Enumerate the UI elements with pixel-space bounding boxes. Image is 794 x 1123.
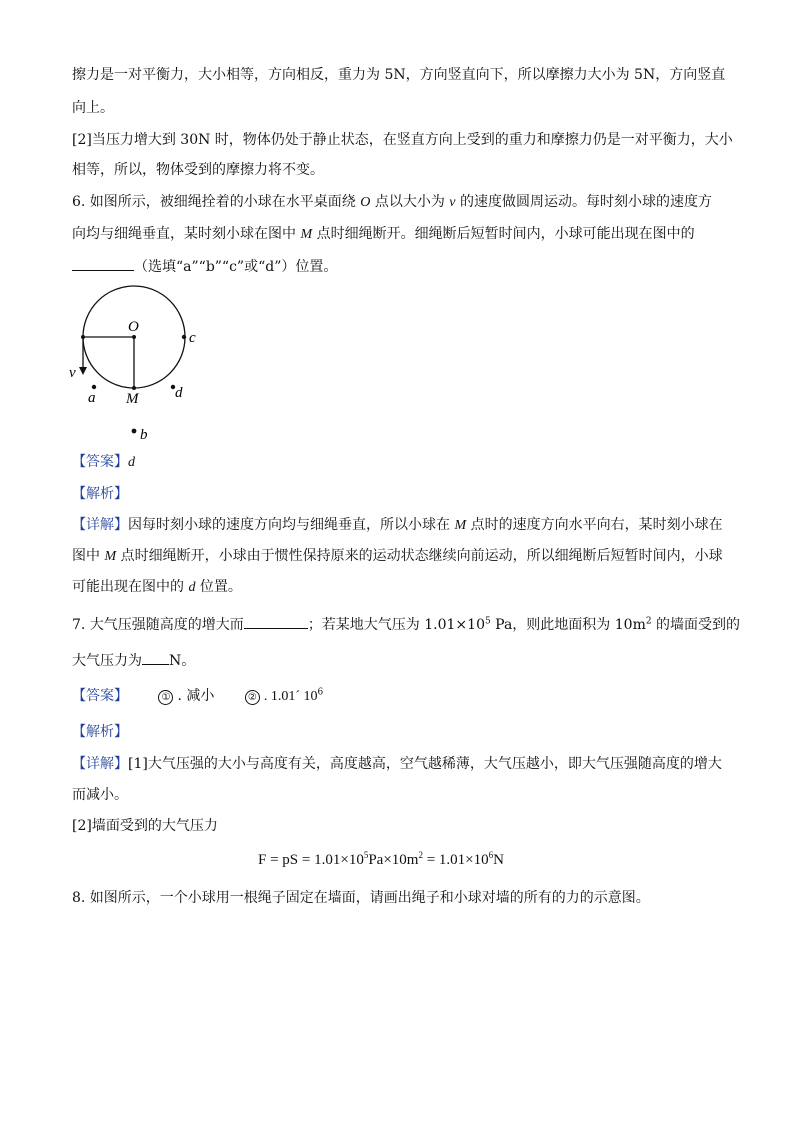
q6-detail-line-3: 可能出现在图中的 d 位置。 bbox=[72, 579, 242, 595]
label-a: a bbox=[88, 390, 96, 406]
label-O: O bbox=[128, 319, 139, 335]
q6-detail-line-1: 【详解】因每时刻小球的速度方向均与细绳垂直，所以小球在 M 点时的速度方向水平向右，某时刻小球在 bbox=[72, 517, 723, 533]
q7-line-2: 大气压力为 N。 bbox=[72, 650, 724, 671]
point-a bbox=[92, 385, 96, 389]
q7-detail-line-3: [2]墙面受到的大气压力 bbox=[72, 818, 218, 834]
text-line: [2]当压力增大到 30N 时，物体仍处于静止状态，在竖直方向上受到的重力和摩擦力仍是一对平衡力，大小 bbox=[72, 132, 733, 148]
q6-detail-line-2: 图中 M 点时细绳断开，小球由于惯性保持原来的运动状态继续向前运动，所以细绳断后短暂时间内，小球 bbox=[72, 548, 723, 564]
answer-blank bbox=[244, 614, 308, 629]
answer-blank bbox=[142, 650, 169, 665]
q7-detail-line-2: 而减小。 bbox=[72, 787, 128, 803]
point-c bbox=[182, 335, 186, 339]
circular-motion-figure bbox=[62, 285, 212, 445]
q7-detail-line-1: 【详解】[1]大气压强的大小与高度有关，高度越高，空气越稀薄，大气压越小，即大气压强随高度的增大 bbox=[72, 756, 722, 772]
q6-line-3: （选填“a”“b”“c”或“d”）位置。 bbox=[72, 256, 724, 277]
label-d: d bbox=[175, 385, 183, 401]
q6-answer: 【答案】d bbox=[72, 454, 135, 470]
text-line: 向上。 bbox=[72, 100, 114, 116]
label-v: v bbox=[69, 365, 76, 381]
label-c: c bbox=[189, 330, 196, 346]
q6-line-1: 6. 如图所示，被细绳拴着的小球在水平桌面绕 O 点以大小为 v 的速度做圆周运动。每时刻小球的速度方 bbox=[72, 194, 712, 210]
velocity-arrowhead bbox=[79, 367, 87, 375]
q8-line-1: 8. 如图所示，一个小球用一根绳子固定在墙面，请画出绳子和小球对墙的所有的力的示意图。 bbox=[72, 890, 650, 906]
q6-analysis-tag: 【解析】 bbox=[72, 486, 128, 502]
text-line: 相等，所以，物体受到的摩擦力将不变。 bbox=[72, 162, 324, 178]
center-point bbox=[132, 335, 136, 339]
point-M bbox=[132, 386, 136, 390]
point-b bbox=[132, 429, 137, 434]
answer-blank bbox=[72, 256, 134, 271]
q7-line-1: 7. 大气压强随高度的增大而 ；若某地大气压为 $1.01\times 10^5$ Pa，则此地面积为 $10m^2$ 的墙面受到的 bbox=[72, 614, 724, 635]
q7-formula: F = pS = $1.01\times 10^5Pa\times 10m^2 = 1.01\times 10^6N$ bbox=[258, 850, 504, 868]
label-M: M bbox=[126, 391, 139, 407]
label-b: b bbox=[140, 427, 148, 443]
q7-analysis-tag: 【解析】 bbox=[72, 724, 128, 740]
q6-line-2: 向均与细绳垂直，某时刻小球在图中 M 点时细绳断开。细绳断后短暂时间内，小球可能出现在图中的 bbox=[72, 226, 695, 242]
text-line: 擦力是一对平衡力，大小相等，方向相反，重力为 5N，方向竖直向下，所以摩擦力大小为 5N，方向竖直 bbox=[72, 67, 726, 83]
q7-answer: 【答案】 ① . 减小 ② . 1.01´ $10^6$ bbox=[72, 687, 324, 704]
